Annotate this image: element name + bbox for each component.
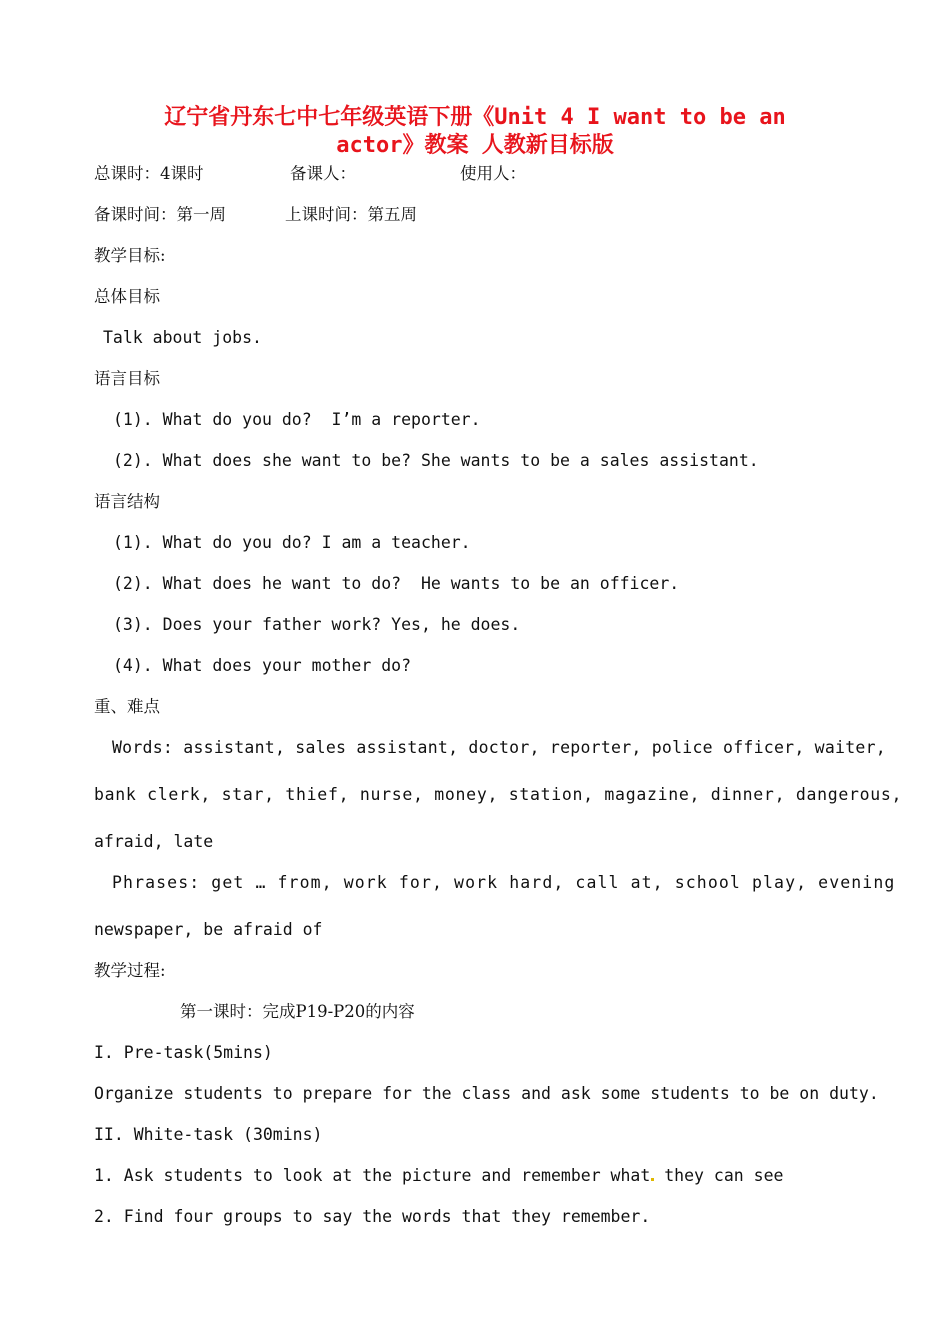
step-two: 2. Find four groups to say the words that they remember. [94, 1207, 651, 1226]
pretask-heading: I. Pre-task(5mins) [94, 1043, 273, 1062]
structure-heading: 语言结构 [94, 492, 160, 511]
phrases-line: newspaper, be afraid of [94, 920, 323, 939]
preparer: 备课人： [290, 164, 356, 183]
goals-heading: 教学目标: [94, 246, 166, 265]
total-hours: 总课时：4课时 [94, 164, 204, 183]
lesson-one-title: 第一课时：完成P19-P20的内容 [180, 1002, 415, 1021]
step-one [94, 1165, 783, 1187]
language-goal-item: (1). What do you do? I’m a reporter. [113, 410, 481, 429]
prep-time: 备课时间：第一周 [94, 205, 226, 224]
whiletask-heading: II. White-task (30mins) [94, 1125, 323, 1144]
structure-item: (3). Does your father work? Yes, he does. [113, 615, 521, 634]
language-goals-heading: 语言目标 [94, 369, 160, 388]
class-time: 上课时间：第五周 [285, 205, 417, 224]
user: 使用人： [460, 164, 526, 183]
overall-goals-text: Talk about jobs. [103, 328, 262, 347]
words-line: afraid, late [94, 832, 214, 851]
process-heading: 教学过程: [94, 961, 166, 980]
words-line: bank clerk, star, thief, nurse, money, station, magazine, dinner, dangerous, [94, 785, 903, 804]
words-line: Words: assistant, sales assistant, doctor, reporter, police officer, waiter, [112, 738, 886, 757]
pretask-text: Organize students to prepare for the class and ask some students to be on duty. [94, 1084, 879, 1103]
overall-goals-heading: 总体目标 [94, 287, 160, 306]
structure-item: (2). What does he want to do? He wants to be an officer. [113, 574, 680, 593]
document-title-line1: 辽宁省丹东七中七年级英语下册《Unit 4 I want to be an [164, 105, 786, 130]
phrases-line: Phrases: get … from, work for, work hard, call at, school play, evening [112, 873, 896, 892]
document-title-line2: actor》教案 人教新目标版 [336, 133, 614, 158]
step-one-part2: they can see [654, 1166, 784, 1185]
key-points-heading: 重、难点 [94, 697, 160, 716]
structure-item: (4). What does your mother do? [113, 656, 412, 675]
structure-item: (1). What do you do? I am a teacher. [113, 533, 471, 552]
step-one-part1: 1. Ask students to look at the picture and remember what [94, 1166, 651, 1185]
language-goal-item: (2). What does she want to be? She wants to be a sales assistant. [113, 451, 759, 470]
